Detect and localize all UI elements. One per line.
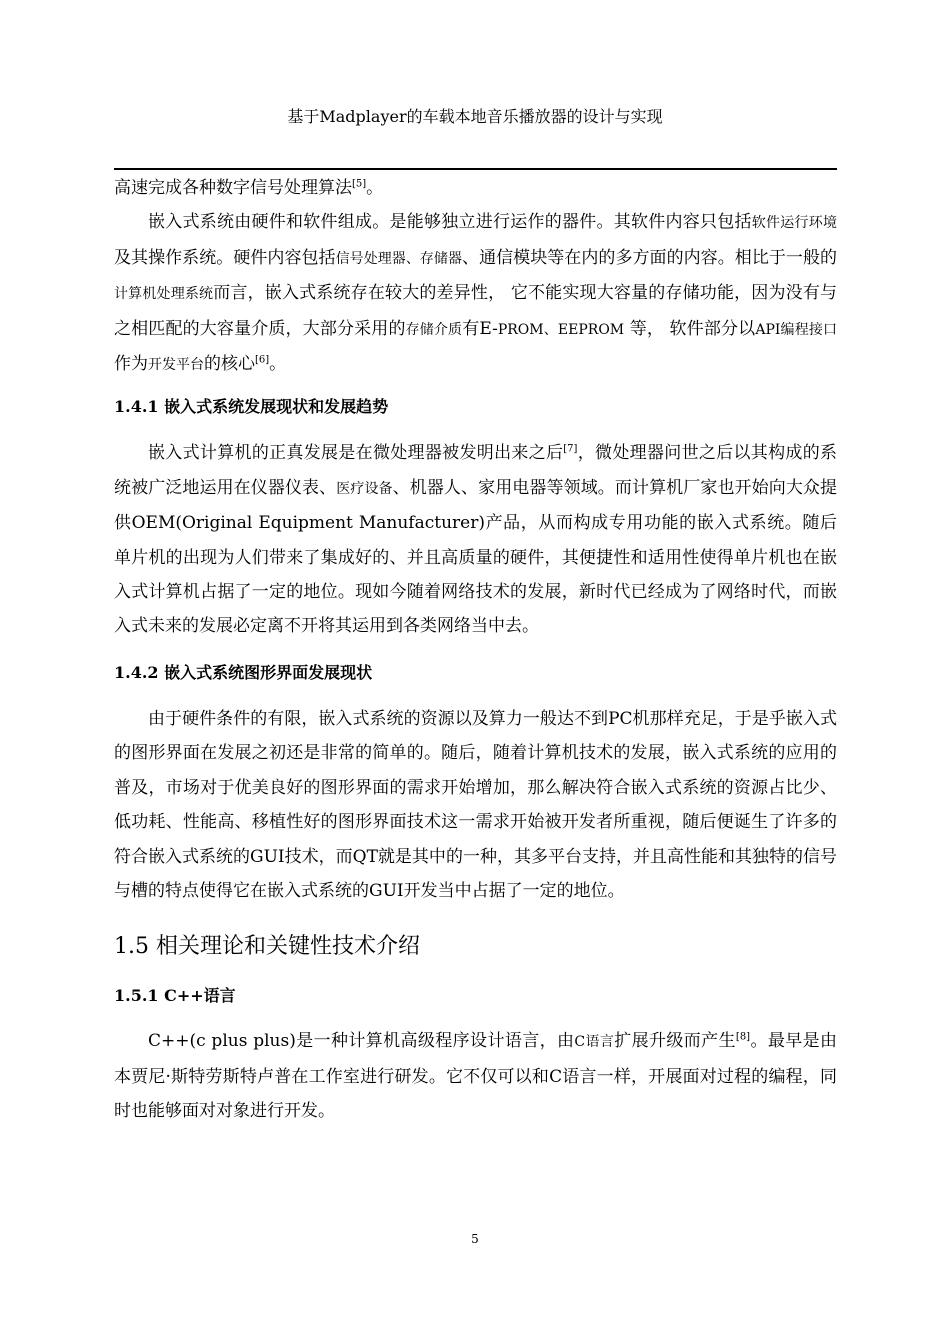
paragraph-text: 有E- [462,318,498,339]
paragraph-continuation [114,171,837,205]
paragraph-text: 高速完成各种数字信号处理算法 [114,178,352,198]
term-text: 计算机处理系统 [114,286,214,303]
paragraph-text: 嵌入式系统由硬件和软件组成。是能够独立进行运作的器件。其软件内容只包括 [148,212,752,233]
term-text: 开发平台 [148,357,204,374]
term-text: PROM、EEPROM [497,321,625,338]
section-heading-1-5-1: 1.5.1 C++语言 [114,986,236,1006]
term-text: 存储介质 [405,321,463,338]
term-text: API编程接口 [755,321,837,338]
header-rule [114,168,837,170]
paragraph-text: 的核心 [204,354,255,375]
citation: [5] [352,178,367,190]
body-content [114,171,837,1129]
section-heading-1-4-2: 1.4.2 嵌入式系统图形界面发展现状 [114,662,373,682]
term-text: C语言 [574,1034,615,1051]
citation: [7] [563,443,578,455]
paragraph-text: 扩展升级而产生 [614,1031,736,1052]
paragraph-text: 等， 软件部分以 [624,318,756,339]
section-heading-1-4-1: 1.4.1 嵌入式系统发展现状和发展趋势 [114,397,389,417]
paragraph-text: 、机器人、家用电器等领域。而计算机厂家也开始向大众提供OEM(Original Equipment Manufacturer)产品，从而构成专用功能的嵌入式系统。随后单片机的出现为人们带来了集成好的、并且高质量的硬件，其便捷性和适用性使得单片机也在嵌入式计算机占据了一定的地位。现如今随着网络技术的发展，新时代已经成为了网络时代，而嵌入式未来的发展必定离不开将其运用到各类网络当中去。 [114,477,838,637]
paragraph-text: 。最早是由本贾尼·斯特劳斯特卢普在工作室进行研发。它不仅可以和C语言一样，开展面对过程的编程，同时也能够面对对象进行开发。 [114,1031,838,1122]
running-header: 基于Madplayer的车载本地音乐播放器的设计与实现 [287,107,663,126]
term-text: 软件运行环境 [751,215,837,232]
section-heading-1-5: 1.5 相关理论和关键性技术介绍 [114,934,420,960]
paragraph-text: C++(c plus plus)是一种计算机高级程序设计语言，由 [148,1031,575,1052]
paragraph-development [114,436,837,643]
paragraph-text: ，微处理器问世之后以其构成的系统被广泛地运用在仪器仪表、 [114,443,838,498]
paragraph-text: 嵌入式计算机的正真发展是在微处理器被发明出来之后 [148,443,564,464]
term-text: 医疗设备 [336,480,393,497]
page-number: 5 [471,1232,479,1246]
paragraph-text: 作为 [114,354,148,375]
paragraph-gui: 由于硬件条件的有限，嵌入式系统的资源以及算力一般达不到PC机那样充足，于是乎嵌入式的图形界面在发展之初还是非常的简单的。随后，随着计算机技术的发展，嵌入式系统的应用的普及，市场对于优美良好的图形界面的需求开始增加，那么解决符合嵌入式系统的资源占比少、低功耗、性能高、移植性好的图形界面技术这一需求开始被开发者所重视，随后便诞生了许多的符合嵌入式系统的GUI技术，而QT就是其中的一种，其多平台支持，并且高性能和其独特的信号与槽的特点使得它在嵌入式系统的GUI开发当中占据了一定的地位。 [114,708,837,901]
paragraph-text: 、通信模块等在内的多方面的内容。相比于一般的 [462,247,838,268]
paragraph-text: 及其操作系统。硬件内容包括 [114,247,336,268]
term-text: 信号处理器、存储器 [335,250,463,267]
paragraph-cpp [114,1024,837,1128]
paragraph-embedded-system [114,205,837,382]
paragraph-text: 而言，嵌入式系统存在较大的差异性， 它不能实现大容量的存储功能，因为没有与之相匹配的大容量介质，大部分采用的 [114,283,838,339]
citation: [6] [255,354,270,366]
paragraph-text: 。 [269,354,287,375]
citation: [8] [735,1031,751,1043]
paragraph-text: 。 [366,178,384,198]
